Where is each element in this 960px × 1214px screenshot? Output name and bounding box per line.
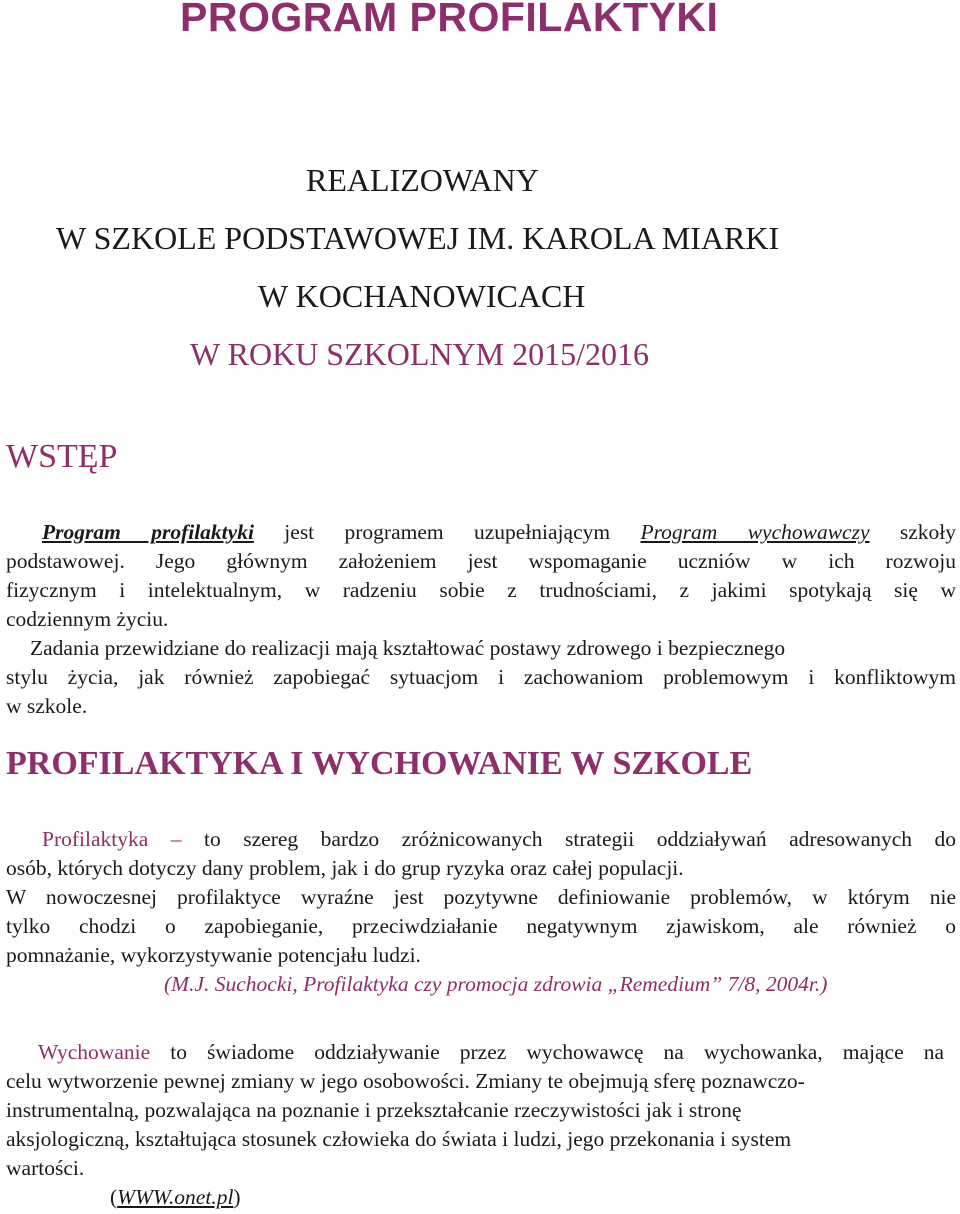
def2-line-3: instrumentalną, pozwalająca na poznanie i przekształcanie rzeczywistości jak i stronę (6, 1098, 742, 1122)
intro-p1-line-3: fizycznym i intelektualnym, w radzeniu sobie z trudnościami, z jakimi spotykają się w (6, 578, 956, 602)
def2-line-2: celu wytworzenie pewnej zmiany w jego osobowości. Zmiany te obejmują sferę poznawczo- (6, 1069, 805, 1093)
term-program-profilaktyki: Program profilaktyki (42, 520, 254, 544)
def2-line-4: aksjologiczną, kształtująca stosunek człowieka do świata i ludzi, jego przekonania i system (6, 1127, 792, 1151)
def2-line-5: wartości. (6, 1156, 85, 1180)
def2-cite-close: ) (233, 1185, 241, 1209)
intro-p2-line-3: w szkole. (6, 694, 88, 718)
intro-heading: WSTĘP (6, 438, 118, 475)
term-wychowanie: Wychowanie (38, 1040, 151, 1064)
subtitle-line-3: W KOCHANOWICACH (258, 278, 586, 314)
subtitle-line-2: W SZKOLE PODSTAWOWEJ IM. KAROLA MIARKI (56, 220, 780, 256)
def1-line-3: W nowoczesnej profilaktyce wyraźne jest pozytywne definiowanie problemów, w którym nie (6, 885, 956, 909)
def2-citation (110, 1183, 241, 1212)
intro-p1-line-2: podstawowej. Jego głównym założeniem jest wspomaganie uczniów w ich rozwoju (6, 549, 956, 573)
term-program-wychowawczy: Program wychowawczy (640, 520, 870, 544)
def1-line-5: pomnażanie, wykorzystywanie potencjału ludzi. (6, 943, 421, 967)
intro-p1-line-4: codziennym życiu. (6, 607, 169, 631)
def1-line-2: osób, których dotyczy dany problem, jak i do grup ryzyka oraz całej populacji. (6, 856, 684, 880)
def1-dash: – (170, 827, 182, 851)
subtitle-line-4: W ROKU SZKOLNYM 2015/2016 (190, 336, 649, 372)
intro-p1-text-a: jest programem uzupełniającym (284, 520, 611, 544)
intro-p2-line-2: stylu życia, jak również zapobiegać sytuacjom i zachowaniom problemowym i konfliktowym (6, 665, 956, 689)
term-profilaktyka: Profilaktyka (42, 827, 149, 851)
subtitle-line-1: REALIZOWANY (306, 162, 539, 198)
source-link[interactable]: WWW.onet.pl (117, 1185, 234, 1209)
intro-p1-text-b: szkoły (899, 520, 957, 544)
intro-p2-line-1: Zadania przewidziane do realizacji mają kształtować postawy zdrowego i bezpiecznego (30, 636, 786, 660)
def2-line-1 (38, 1038, 944, 1067)
page-title: PROGRAM PROFILAKTYKI (180, 0, 719, 40)
def1-line-4: tylko chodzi o zapobieganie, przeciwdziałanie negatywnym zjawiskom, ale również o (6, 914, 956, 938)
def2-line-1-rest: to świadome oddziaływanie przez wychowawcę na wychowanka, mające na (170, 1040, 944, 1064)
intro-p1-line-1 (42, 518, 956, 547)
def1-line-1-rest: to szereg bardzo zróżnicowanych strategii oddziaływań adresowanych do (204, 827, 957, 851)
section-heading: PROFILAKTYKA I WYCHOWANIE W SZKOLE (6, 745, 753, 782)
def1-line-1 (42, 825, 956, 854)
def2-cite-open: ( (110, 1185, 118, 1209)
def1-citation: (M.J. Suchocki, Profilaktyka czy promocja zdrowia „Remedium” 7/8, 2004r.) (164, 972, 828, 996)
